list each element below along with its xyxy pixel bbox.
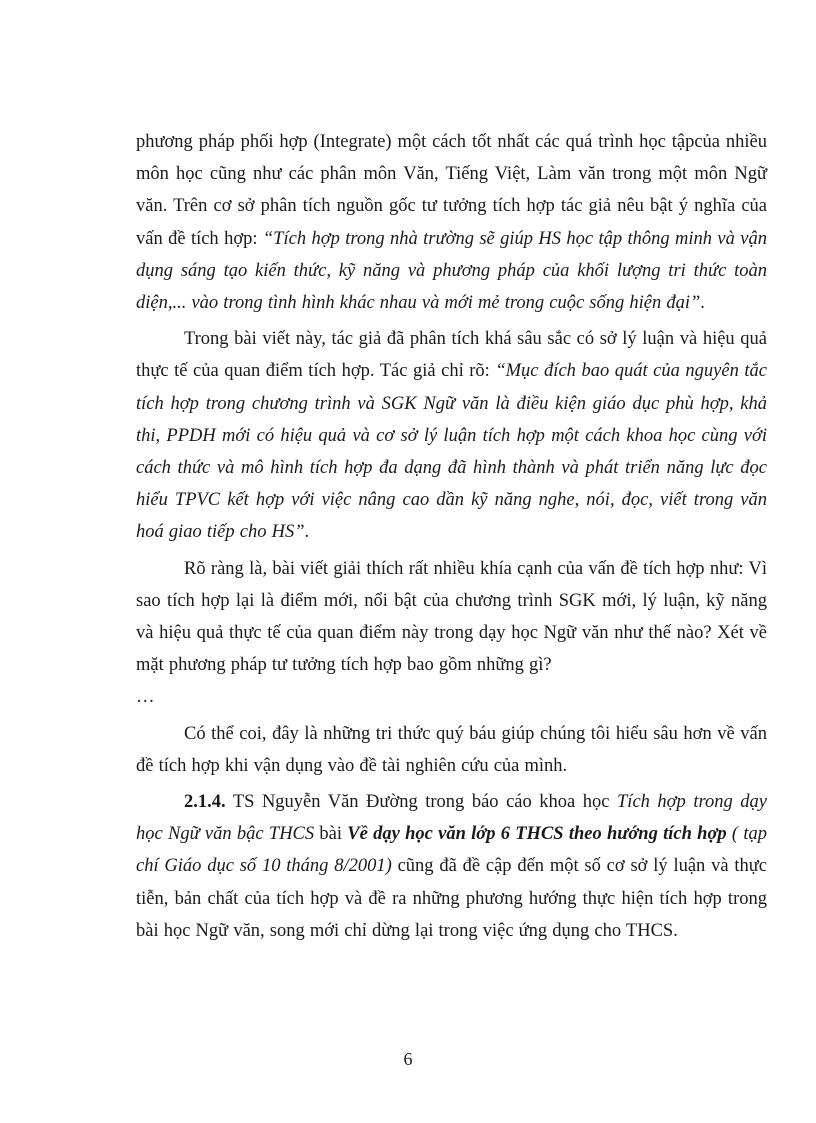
paragraph-text: Rõ ràng là, bài viết giải thích rất nhiều khía cạnh của vấn đề tích hợp như: Vì sao tích hợp lại là điểm mới, nổi bật của chương trình SGK mới, lý luận, kỹ năng và hiệu quả thực tế của quan điểm này trong dạy học Ngữ văn như thế nào? Xét về mặt phương pháp tư tưởng tích hợp bao gồm những gì? (136, 558, 767, 676)
document-body (136, 126, 767, 947)
paragraph-questions (136, 553, 767, 714)
paragraph-author-analysis (136, 323, 767, 548)
section-number: 2.1.4. (184, 792, 226, 813)
paragraph-text: bài (314, 824, 348, 845)
paragraph-integration-meaning (136, 126, 767, 319)
page-number: 6 (403, 1049, 413, 1069)
journal-source: ( tạp chí Giáo dục số 10 tháng 8/2001) (136, 824, 767, 877)
paragraph-end: . (304, 522, 310, 543)
article-title: Về dạy học văn lớp 6 THCS theo hướng tích hợp (347, 824, 727, 845)
paragraph-section-2-1-4 (136, 786, 767, 947)
quote-text: “Tích hợp trong nhà trường sẽ giúp HS học tập thông minh và vận dụng sáng tạo kiến thức, kỹ năng và phương pháp của khối lượng tri thức toàn diện,... vào trong tình hình khác nhau và mới mẻ trong cuộc sống hiện đại” (136, 228, 767, 314)
paragraph-knowledge (136, 718, 767, 782)
paragraph-end: . (700, 293, 705, 314)
quote-text: “Mục đích bao quát của nguyên tắc tích hợp trong chương trình và SGK Ngữ văn là điều kiện giáo dục phù hợp, khả thi, PPDH mới có hiệu quả và cơ sở lý luận tích hợp một cách khoa học cùng với cách thức và mô hình tích hợp đa dạng đã hình thành và phát triển năng lực đọc hiểu TPVC kết hợp với việc nâng cao dần kỹ năng nghe, nói, đọc, viết trong văn hoá giao tiếp cho HS” (136, 361, 767, 543)
paragraph-text: TS Nguyễn Văn Đường trong báo cáo khoa học (225, 792, 618, 813)
report-title: Tích hợp trong dạy học Ngữ văn bậc THCS (136, 792, 767, 845)
paragraph-text: Trong bài viết này, tác giả đã phân tích khá sâu sắc có sở lý luận và hiệu quả thực tế của quan điểm tích hợp. Tác giả chỉ rõ: (136, 329, 767, 382)
paragraph-text: phương pháp phối hợp (Integrate) một cách tốt nhất các quá trình học tậpcủa nhiều môn học cũng như các phân môn Văn, Tiếng Việt, Làm văn trong một môn Ngữ văn. Trên cơ sở phân tích nguồn gốc tư tưởng tích hợp tác giả nêu bật ý nghĩa của vấn đề tích hợp: (136, 132, 767, 249)
paragraph-text: cũng đã đề cập đến một số cơ sở lý luận và thực tiễn, bản chất của tích hợp và đề ra những phương hướng thực hiện tích hợp trong bài học Ngữ văn, song mới chỉ dừng lại trong việc ứng dụng cho THCS. (136, 856, 767, 941)
paragraph-text: Có thể coi, đây là những tri thức quý báu giúp chúng tôi hiểu sâu hơn về vấn đề tích hợp khi vận dụng vào đề tài nghiên cứu của mình. (136, 723, 767, 776)
ellipsis: … (136, 687, 155, 708)
